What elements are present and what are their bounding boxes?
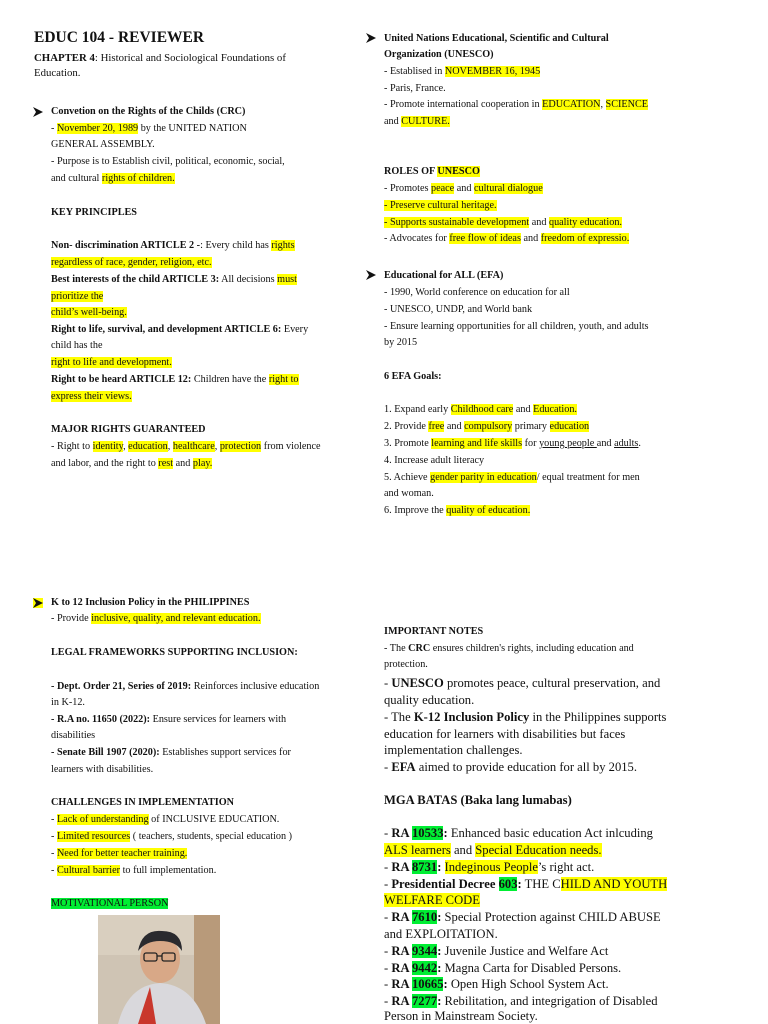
crc-purpose-2: and cultural rights of children. <box>51 173 175 184</box>
roles-heading: ROLES OF UNESCO <box>384 166 480 177</box>
note-unesco: - UNESCO promotes peace, cultural preservation, and <box>384 676 661 690</box>
note-k12-3: implementation challenges. <box>384 743 523 757</box>
principle-right-to-be-heard: Right to be heard ARTICLE 12: Children have the right to <box>51 374 299 385</box>
ra-11650-line: - R.A no. 11650 (2022): Ensure services for learners with <box>51 714 287 725</box>
bullet-arrow-icon <box>366 270 376 280</box>
unesco-promote-2: and CULTURE. <box>384 116 450 127</box>
efa-line-1: - 1990, World conference on education for all <box>384 287 570 298</box>
law-ra-7610-2: and EXPLOITATION. <box>384 927 498 941</box>
challenge-4: - Cultural barrier to full implementation. <box>51 865 217 876</box>
major-rights-line-1: - Right to identity, education, healthcare, protection from violence <box>51 441 321 452</box>
key-principles-heading: KEY PRINCIPLES <box>51 207 137 218</box>
efa-heading: Educational for ALL (EFA) <box>384 270 504 281</box>
law-ra-10533-2: ALS learners and Special Education needs. <box>384 843 602 857</box>
efa-goal-4: 4. Increase adult literacy <box>384 455 485 466</box>
note-crc: - The CRC ensures children's rights, including education and <box>384 643 634 654</box>
principle-best-interests: Best interests of the child ARTICLE 3: All decisions must <box>51 274 297 285</box>
challenge-1: - Lack of understanding of INCLUSIVE EDUCATION. <box>51 814 280 825</box>
law-ra-9344: - RA 9344: Juvenile Justice and Welfare Act <box>384 944 609 958</box>
dept-order-line-2: in K-12. <box>51 697 85 708</box>
efa-line-2: - UNESCO, UNDP, and World bank <box>384 304 533 315</box>
k12-provide: - Provide inclusive, quality, and relevant education. <box>51 613 261 624</box>
crc-heading: Convetion on the Rights of the Childs (CRC) <box>51 106 246 117</box>
principle-right-to-life: Right to life, survival, and development ARTICLE 6: Every <box>51 324 309 335</box>
efa-goal-3: 3. Promote learning and life skills for young people and adults. <box>384 438 641 449</box>
efa-goals-heading: 6 EFA Goals: <box>384 371 442 382</box>
role-1: - Promotes peace and cultural dialogue <box>384 183 543 194</box>
note-unesco-2: quality education. <box>384 693 475 707</box>
principle-right-to-life-2: child has the <box>51 340 103 351</box>
unesco-heading-2: Organization (UNESCO) <box>384 49 494 60</box>
principle-nondiscrimination-2: regardless of race, gender, religion, etc. <box>51 257 212 268</box>
note-crc-2: protection. <box>384 659 428 670</box>
principle-right-to-be-heard-2: express their views. <box>51 391 132 402</box>
chapter-line-2: Education. <box>34 67 81 79</box>
challenge-2: - Limited resources ( teachers, students, special education ) <box>51 831 293 842</box>
law-ra-7277-2: Person in Mainstream Society. <box>384 1009 538 1023</box>
legal-frameworks-heading: LEGAL FRAMEWORKS SUPPORTING INCLUSION: <box>51 647 298 658</box>
major-rights-line-2: and labor, and the right to rest and play. <box>51 458 213 469</box>
bullet-arrow-icon <box>33 598 43 608</box>
k12-heading: K to 12 Inclusion Policy in the PHILIPPINES <box>51 597 250 608</box>
major-rights-heading: MAJOR RIGHTS GUARANTEED <box>51 424 206 435</box>
law-pd-603: - Presidential Decree 603: THE CHILD AND YOUTH <box>384 877 668 891</box>
law-ra-8731: - RA 8731: Indeginous People’s right act. <box>384 860 595 874</box>
motivational-person-photo <box>98 915 220 1024</box>
role-2: - Preserve cultural heritage. <box>384 200 497 211</box>
unesco-heading: United Nations Educational, Scientific and Cultural <box>384 33 609 44</box>
page-title: EDUC 104 - REVIEWER <box>34 29 205 46</box>
law-pd-603-2: WELFARE CODE <box>384 893 480 907</box>
unesco-established: - Establised in NOVEMBER 16, 1945 <box>384 66 541 77</box>
efa-line-4: by 2015 <box>384 337 418 348</box>
bullet-arrow-icon <box>33 107 43 117</box>
law-ra-7277: - RA 7277: Rebilitation, and integrigation of Disabled <box>384 994 658 1008</box>
batas-heading: MGA BATAS (Baka lang lumabas) <box>384 793 572 807</box>
efa-line-3: - Ensure learning opportunities for all children, youth, and adults <box>384 321 649 332</box>
principle-best-interests-2: prioritize the <box>51 291 104 302</box>
crc-assembly: GENERAL ASSEMBLY. <box>51 139 155 150</box>
efa-goal-5: 5. Achieve gender parity in education/ equal treatment for men <box>384 472 640 483</box>
principle-right-to-life-3: right to life and development. <box>51 357 172 368</box>
law-ra-10665: - RA 10665: Open High School System Act. <box>384 977 609 991</box>
challenges-heading: CHALLENGES IN IMPLEMENTATION <box>51 797 235 808</box>
unesco-promote: - Promote international cooperation in EDUCATION, SCIENCE <box>384 99 648 110</box>
note-k12: - The K-12 Inclusion Policy in the Philippines supports <box>384 710 667 724</box>
dept-order-line: - Dept. Order 21, Series of 2019: Reinforces inclusive education <box>51 681 320 692</box>
efa-goal-2: 2. Provide free and compulsory primary education <box>384 421 590 432</box>
role-4: - Advocates for free flow of ideas and freedom of expressio. <box>384 233 630 244</box>
motivational-label: MOTIVATIONAL PERSON <box>51 898 169 909</box>
efa-goal-1: 1. Expand early Childhood care and Education. <box>384 404 577 415</box>
ra-11650-line-2: disabilities <box>51 730 96 741</box>
role-3: - Supports sustainable development and quality education. <box>384 217 622 228</box>
note-k12-2: education for learners with disabilities but faces <box>384 727 626 741</box>
law-ra-7610: - RA 7610: Special Protection against CHILD ABUSE <box>384 910 661 924</box>
principle-best-interests-3: child’s well-being. <box>51 307 127 318</box>
senate-bill-line-2: learners with disabilities. <box>51 764 154 775</box>
unesco-location: - Paris, France. <box>384 83 446 94</box>
bullet-arrow-icon <box>366 33 376 43</box>
efa-goal-5-2: and woman. <box>384 488 434 499</box>
challenge-3: - Need for better teacher training. <box>51 848 188 859</box>
principle-nondiscrimination: Non- discrimination ARTICLE 2 -: Every child has rights <box>51 240 295 251</box>
crc-date-line: - November 20, 1989 by the UNITED NATION <box>51 123 247 134</box>
notes-heading: IMPORTANT NOTES <box>384 626 484 637</box>
senate-bill-line: - Senate Bill 1907 (2020): Establishes support services for <box>51 747 291 758</box>
note-efa: - EFA aimed to provide education for all by 2015. <box>384 760 637 774</box>
chapter-line: CHAPTER 4: Historical and Sociological Foundations of <box>34 52 286 64</box>
law-ra-9442: - RA 9442: Magna Carta for Disabled Persons. <box>384 961 622 975</box>
crc-purpose: - Purpose is to Establish civil, political, economic, social, <box>51 156 285 167</box>
efa-goal-6: 6. Improve the quality of education. <box>384 505 531 516</box>
law-ra-10533: - RA 10533: Enhanced basic education Act inlcuding <box>384 826 653 840</box>
